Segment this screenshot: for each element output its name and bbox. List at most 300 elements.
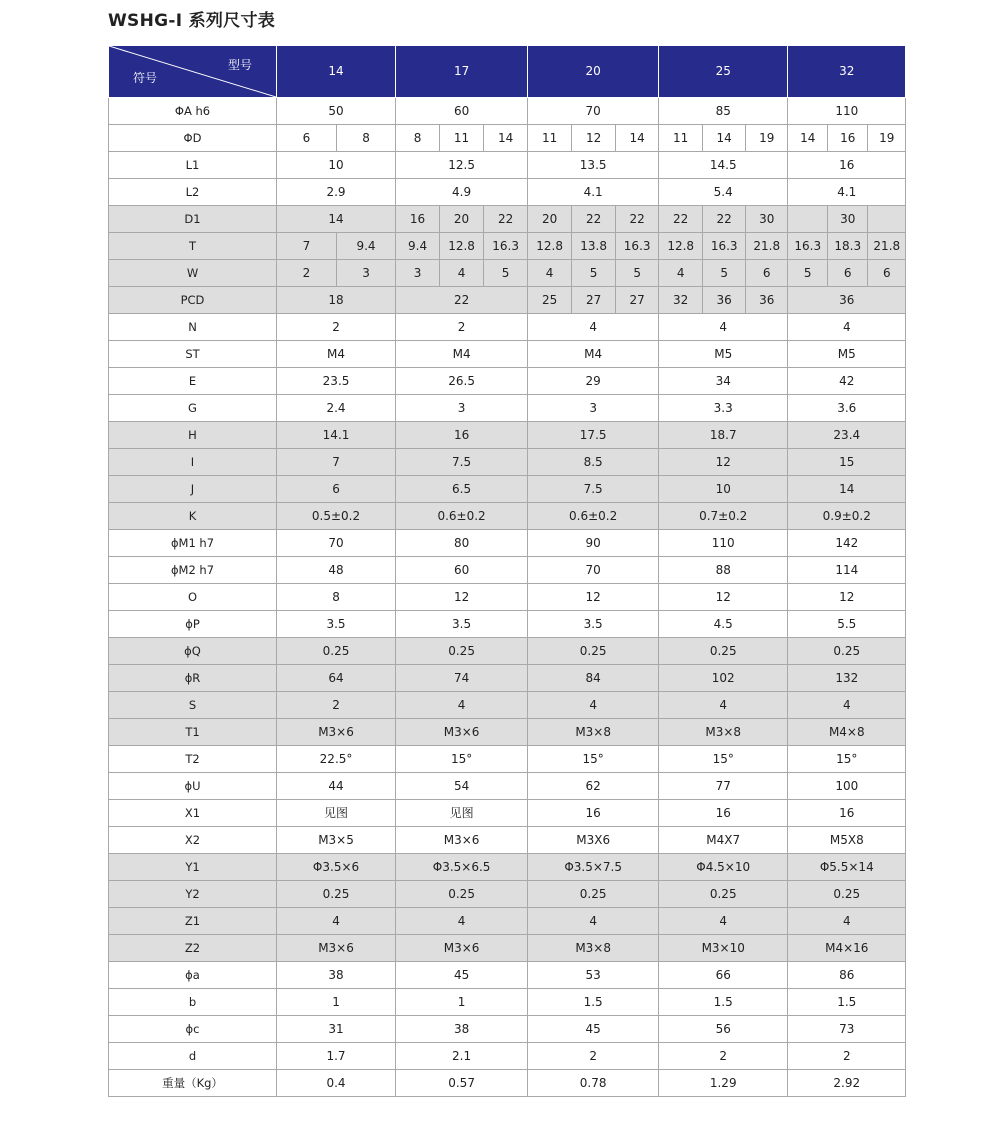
table-cell: M3X6 [528, 827, 659, 854]
table-cell: 18.3 [828, 233, 868, 260]
model-header-label: 型号 [227, 58, 252, 72]
table-cell: 4 [659, 908, 788, 935]
table-cell: 19 [868, 125, 906, 152]
table-cell: Φ3.5×6.5 [396, 854, 528, 881]
table-cell: M3×8 [528, 719, 659, 746]
table-cell: 1 [396, 989, 528, 1016]
table-row [109, 638, 906, 665]
table-cell: 2 [277, 260, 337, 287]
table-cell: 20 [528, 206, 572, 233]
table-row [109, 449, 906, 476]
table-cell: 9.4 [337, 233, 396, 260]
table-cell: 14 [703, 125, 746, 152]
table-cell: 50 [277, 98, 396, 125]
table-cell: 4 [396, 908, 528, 935]
table-cell: 5 [703, 260, 746, 287]
table-cell: 12 [396, 584, 528, 611]
table-cell: 0.25 [528, 638, 659, 665]
table-cell: 6.5 [396, 476, 528, 503]
table-cell: 27 [572, 287, 616, 314]
table-cell: 16 [396, 422, 528, 449]
table-row [109, 908, 906, 935]
table-cell: 12 [659, 449, 788, 476]
table-cell: 9.4 [396, 233, 440, 260]
row-symbol-label: T [109, 233, 277, 260]
table-cell: 8 [396, 125, 440, 152]
table-row [109, 179, 906, 206]
table-cell: 14 [277, 206, 396, 233]
table-row [109, 557, 906, 584]
table-cell: 3.5 [396, 611, 528, 638]
table-cell: 见图 [396, 800, 528, 827]
table-cell: 77 [659, 773, 788, 800]
table-cell: 6 [868, 260, 906, 287]
table-cell: 132 [788, 665, 906, 692]
table-cell: 30 [746, 206, 788, 233]
table-cell: Φ3.5×6 [277, 854, 396, 881]
table-cell: 3.6 [788, 395, 906, 422]
table-row [109, 665, 906, 692]
table-cell: 4 [277, 908, 396, 935]
table-cell: M3×6 [396, 935, 528, 962]
table-row [109, 881, 906, 908]
model-header-17: 17 [396, 46, 528, 98]
table-cell: 0.25 [396, 638, 528, 665]
table-cell: 5.4 [659, 179, 788, 206]
row-symbol-label: T2 [109, 746, 277, 773]
table-cell: 70 [528, 98, 659, 125]
table-cell: 34 [659, 368, 788, 395]
table-cell: 64 [277, 665, 396, 692]
table-cell: 0.6±0.2 [396, 503, 528, 530]
table-cell: 16 [659, 800, 788, 827]
table-cell: 4 [788, 314, 906, 341]
row-symbol-label: ϕM2 h7 [109, 557, 277, 584]
table-cell: 1 [277, 989, 396, 1016]
table-cell: 100 [788, 773, 906, 800]
table-cell: 70 [277, 530, 396, 557]
row-symbol-label: L1 [109, 152, 277, 179]
table-cell: 22 [659, 206, 703, 233]
table-cell: 15° [396, 746, 528, 773]
table-cell: 16.3 [484, 233, 528, 260]
table-cell: 0.7±0.2 [659, 503, 788, 530]
table-cell: 18.7 [659, 422, 788, 449]
table-cell: 38 [396, 1016, 528, 1043]
table-cell: 18 [277, 287, 396, 314]
table-cell: 8 [277, 584, 396, 611]
table-cell: 2.92 [788, 1070, 906, 1097]
table-row [109, 989, 906, 1016]
table-row [109, 152, 906, 179]
table-row [109, 584, 906, 611]
table-cell: 21.8 [746, 233, 788, 260]
table-cell: 4 [528, 692, 659, 719]
table-cell: 12.5 [396, 152, 528, 179]
table-cell: 4 [788, 908, 906, 935]
table-cell: 16.3 [703, 233, 746, 260]
table-cell: 见图 [277, 800, 396, 827]
table-cell: 16 [788, 152, 906, 179]
row-symbol-label: O [109, 584, 277, 611]
table-cell: 1.29 [659, 1070, 788, 1097]
table-cell: 0.4 [277, 1070, 396, 1097]
table-cell: 4 [659, 692, 788, 719]
table-row [109, 368, 906, 395]
table-cell: 3 [528, 395, 659, 422]
table-row [109, 962, 906, 989]
table-row [109, 206, 906, 233]
table-cell: 23.5 [277, 368, 396, 395]
table-cell: 4.9 [396, 179, 528, 206]
table-cell: M3×8 [659, 719, 788, 746]
table-cell: 12 [659, 584, 788, 611]
table-row [109, 341, 906, 368]
row-symbol-label: ϕa [109, 962, 277, 989]
table-cell: 4 [528, 260, 572, 287]
table-cell [868, 206, 906, 233]
table-cell: 0.5±0.2 [277, 503, 396, 530]
table-cell: 62 [528, 773, 659, 800]
table-cell: M3×6 [396, 827, 528, 854]
table-cell: 2 [277, 692, 396, 719]
table-cell: 0.25 [788, 881, 906, 908]
table-row [109, 314, 906, 341]
table-cell: 5 [616, 260, 659, 287]
table-cell: 8.5 [528, 449, 659, 476]
table-cell: 38 [277, 962, 396, 989]
row-symbol-label: T1 [109, 719, 277, 746]
table-cell: 4.1 [788, 179, 906, 206]
row-symbol-label: W [109, 260, 277, 287]
table-cell: 22 [396, 287, 528, 314]
row-symbol-label: 重量（Kg） [109, 1070, 277, 1097]
table-cell: 31 [277, 1016, 396, 1043]
table-cell: 6 [828, 260, 868, 287]
table-cell: 1.5 [788, 989, 906, 1016]
dimension-table [108, 45, 906, 1097]
table-cell: 0.9±0.2 [788, 503, 906, 530]
table-cell: 0.78 [528, 1070, 659, 1097]
table-cell: 22 [484, 206, 528, 233]
row-symbol-label: I [109, 449, 277, 476]
table-row [109, 1043, 906, 1070]
header-corner-cell [109, 46, 277, 98]
table-cell: 13.5 [528, 152, 659, 179]
table-cell: 2 [659, 1043, 788, 1070]
table-cell: 0.25 [659, 638, 788, 665]
row-symbol-label: b [109, 989, 277, 1016]
row-symbol-label: ϕU [109, 773, 277, 800]
table-cell: 6 [746, 260, 788, 287]
table-cell: 66 [659, 962, 788, 989]
table-cell: 45 [396, 962, 528, 989]
model-header-32: 32 [788, 46, 906, 98]
table-cell: 73 [788, 1016, 906, 1043]
table-cell: M3×5 [277, 827, 396, 854]
table-cell: 4 [440, 260, 484, 287]
table-cell: 14 [788, 476, 906, 503]
table-cell: 12 [572, 125, 616, 152]
table-cell: 88 [659, 557, 788, 584]
table-cell: 3 [337, 260, 396, 287]
table-cell: 90 [528, 530, 659, 557]
table-cell: 11 [659, 125, 703, 152]
table-cell: 16 [828, 125, 868, 152]
table-cell: 2.4 [277, 395, 396, 422]
row-symbol-label: S [109, 692, 277, 719]
table-cell: 36 [746, 287, 788, 314]
row-symbol-label: ST [109, 341, 277, 368]
table-cell: 19 [746, 125, 788, 152]
table-cell: M5 [788, 341, 906, 368]
model-header-20: 20 [528, 46, 659, 98]
table-cell: 2.1 [396, 1043, 528, 1070]
row-symbol-label: Y2 [109, 881, 277, 908]
row-symbol-label: E [109, 368, 277, 395]
table-cell: 3 [396, 260, 440, 287]
table-row [109, 611, 906, 638]
page-title: WSHG-I 系列尺寸表 [108, 11, 276, 31]
table-cell: 12.8 [528, 233, 572, 260]
table-cell: 21.8 [868, 233, 906, 260]
table-row [109, 422, 906, 449]
table-cell: 11 [440, 125, 484, 152]
table-row [109, 503, 906, 530]
table-cell: 0.25 [528, 881, 659, 908]
table-cell: 0.25 [788, 638, 906, 665]
model-header-14: 14 [277, 46, 396, 98]
row-symbol-label: G [109, 395, 277, 422]
table-cell: 16.3 [616, 233, 659, 260]
table-cell: 1.5 [659, 989, 788, 1016]
table-cell: 74 [396, 665, 528, 692]
table-cell: 16.3 [788, 233, 828, 260]
table-row [109, 530, 906, 557]
table-cell: 142 [788, 530, 906, 557]
table-cell: 48 [277, 557, 396, 584]
table-cell: 54 [396, 773, 528, 800]
table-row [109, 800, 906, 827]
table-cell: 20 [440, 206, 484, 233]
row-symbol-label: ϕP [109, 611, 277, 638]
table-cell: 80 [396, 530, 528, 557]
table-cell: 6 [277, 125, 337, 152]
table-cell: 4 [528, 314, 659, 341]
table-cell: M4×16 [788, 935, 906, 962]
row-symbol-label: ϕM1 h7 [109, 530, 277, 557]
row-symbol-label: ϕR [109, 665, 277, 692]
table-header-row [109, 46, 906, 98]
table-cell: Φ3.5×7.5 [528, 854, 659, 881]
table-cell: 7.5 [396, 449, 528, 476]
table-cell: 1.5 [528, 989, 659, 1016]
table-cell: 30 [828, 206, 868, 233]
row-symbol-label: L2 [109, 179, 277, 206]
table-cell: 3.5 [528, 611, 659, 638]
table-cell: 12.8 [659, 233, 703, 260]
row-symbol-label: Z1 [109, 908, 277, 935]
table-cell: 0.6±0.2 [528, 503, 659, 530]
table-cell: 11 [528, 125, 572, 152]
table-row [109, 773, 906, 800]
table-cell: 25 [528, 287, 572, 314]
table-row [109, 287, 906, 314]
table-cell: 14 [788, 125, 828, 152]
table-cell: 85 [659, 98, 788, 125]
table-cell: 4.1 [528, 179, 659, 206]
row-symbol-label: N [109, 314, 277, 341]
row-symbol-label: ϕQ [109, 638, 277, 665]
table-cell: 2 [528, 1043, 659, 1070]
table-cell: 26.5 [396, 368, 528, 395]
row-symbol-label: PCD [109, 287, 277, 314]
symbol-header-label: 符号 [133, 71, 158, 85]
table-row [109, 395, 906, 422]
table-cell: M4 [396, 341, 528, 368]
table-row [109, 98, 906, 125]
table-cell: 10 [659, 476, 788, 503]
table-cell: 13.8 [572, 233, 616, 260]
table-cell: M3×6 [277, 935, 396, 962]
table-cell: 23.4 [788, 422, 906, 449]
table-cell: 12.8 [440, 233, 484, 260]
table-cell: 12 [528, 584, 659, 611]
table-cell: M3×10 [659, 935, 788, 962]
table-cell: 2.9 [277, 179, 396, 206]
row-symbol-label: H [109, 422, 277, 449]
row-symbol-label: Z2 [109, 935, 277, 962]
table-row [109, 746, 906, 773]
row-symbol-label: X1 [109, 800, 277, 827]
table-cell: 5 [788, 260, 828, 287]
table-cell: 5.5 [788, 611, 906, 638]
table-row [109, 827, 906, 854]
table-cell: 7 [277, 233, 337, 260]
table-cell: 0.25 [277, 638, 396, 665]
table-cell: 84 [528, 665, 659, 692]
row-symbol-label: Y1 [109, 854, 277, 881]
table-cell: 15° [528, 746, 659, 773]
table-cell: Φ4.5×10 [659, 854, 788, 881]
table-row [109, 233, 906, 260]
table-cell: 14 [484, 125, 528, 152]
row-symbol-label: K [109, 503, 277, 530]
table-cell: 14 [616, 125, 659, 152]
table-row [109, 935, 906, 962]
table-cell: 102 [659, 665, 788, 692]
table-cell: 5 [484, 260, 528, 287]
table-cell: 32 [659, 287, 703, 314]
table-cell: 60 [396, 557, 528, 584]
table-cell: M3×8 [528, 935, 659, 962]
table-cell: 7 [277, 449, 396, 476]
table-cell: 36 [703, 287, 746, 314]
table-cell: M4 [528, 341, 659, 368]
table-cell: M5X8 [788, 827, 906, 854]
table-row [109, 1070, 906, 1097]
row-symbol-label: ΦA h6 [109, 98, 277, 125]
table-cell: 45 [528, 1016, 659, 1043]
table-cell: 110 [659, 530, 788, 557]
table-cell: M5 [659, 341, 788, 368]
table-cell: 0.25 [659, 881, 788, 908]
table-cell: 16 [528, 800, 659, 827]
table-cell: M4 [277, 341, 396, 368]
table-cell: 16 [396, 206, 440, 233]
table-cell: Φ5.5×14 [788, 854, 906, 881]
table-cell: 56 [659, 1016, 788, 1043]
table-cell: 2 [396, 314, 528, 341]
table-cell: 53 [528, 962, 659, 989]
table-cell: 4 [396, 692, 528, 719]
table-cell: 22 [703, 206, 746, 233]
table-row [109, 1016, 906, 1043]
table-cell: 0.25 [277, 881, 396, 908]
table-cell: 2 [788, 1043, 906, 1070]
table-row [109, 692, 906, 719]
table-cell: M3×6 [277, 719, 396, 746]
table-cell: 6 [277, 476, 396, 503]
table-cell [788, 206, 828, 233]
row-symbol-label: X2 [109, 827, 277, 854]
table-row [109, 125, 906, 152]
table-row [109, 854, 906, 881]
table-cell: 4 [528, 908, 659, 935]
row-symbol-label: d [109, 1043, 277, 1070]
table-cell: 0.57 [396, 1070, 528, 1097]
table-cell: M4X7 [659, 827, 788, 854]
table-cell: 7.5 [528, 476, 659, 503]
table-cell: 4 [659, 260, 703, 287]
table-cell: 27 [616, 287, 659, 314]
table-cell: 3.3 [659, 395, 788, 422]
table-cell: 0.25 [396, 881, 528, 908]
table-cell: 114 [788, 557, 906, 584]
table-cell: 60 [396, 98, 528, 125]
table-cell: 22.5° [277, 746, 396, 773]
table-cell: 12 [788, 584, 906, 611]
table-cell: 29 [528, 368, 659, 395]
table-cell: 86 [788, 962, 906, 989]
row-symbol-label: ϕc [109, 1016, 277, 1043]
table-cell: 3 [396, 395, 528, 422]
table-cell: 42 [788, 368, 906, 395]
table-cell: 4.5 [659, 611, 788, 638]
table-cell: 14.1 [277, 422, 396, 449]
table-cell: 10 [277, 152, 396, 179]
table-cell: 15° [659, 746, 788, 773]
table-cell: 8 [337, 125, 396, 152]
table-cell: 4 [659, 314, 788, 341]
table-cell: 15° [788, 746, 906, 773]
model-header-25: 25 [659, 46, 788, 98]
table-cell: M3×6 [396, 719, 528, 746]
table-cell: 2 [277, 314, 396, 341]
table-row [109, 476, 906, 503]
table-cell: 22 [572, 206, 616, 233]
table-cell: 70 [528, 557, 659, 584]
table-cell: 110 [788, 98, 906, 125]
table-row [109, 260, 906, 287]
table-cell: 14.5 [659, 152, 788, 179]
table-row [109, 719, 906, 746]
table-cell: 22 [616, 206, 659, 233]
table-cell: 5 [572, 260, 616, 287]
table-cell: 16 [788, 800, 906, 827]
table-cell: 44 [277, 773, 396, 800]
table-cell: M4×8 [788, 719, 906, 746]
